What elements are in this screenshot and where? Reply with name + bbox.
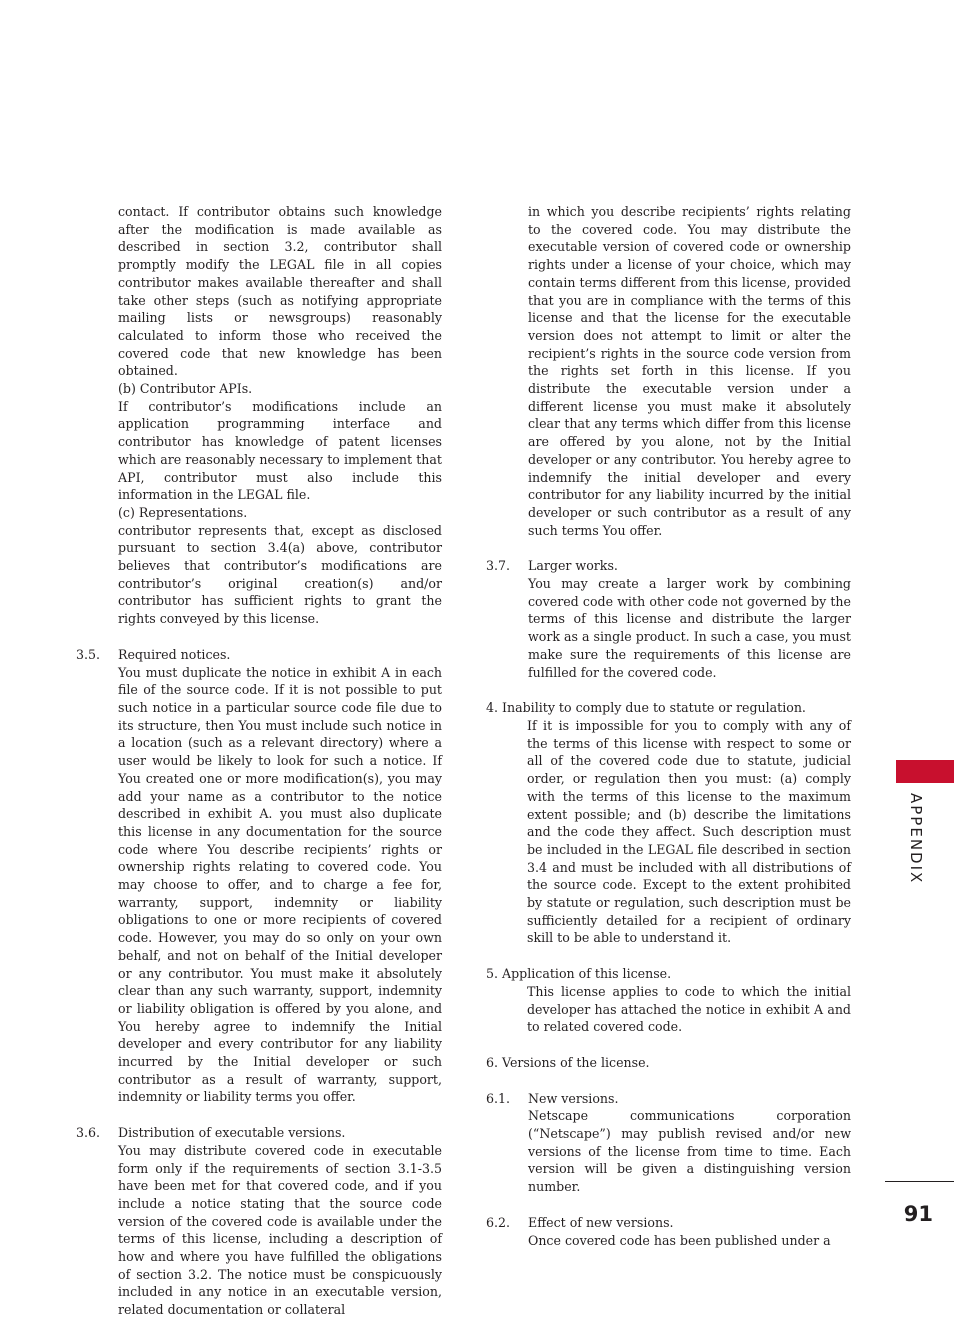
section-heading: Larger works.: [528, 558, 618, 574]
subheading-contributor-apis: (b) Contributor APIs.: [118, 381, 253, 397]
right-column: [486, 203, 851, 1249]
section-6: [486, 1054, 851, 1072]
section-number: 3.7.: [486, 558, 511, 574]
section-3-7: [486, 557, 851, 681]
section-body: Netscape communications corporation (“Netscape”) may publish revised and/or new versions of the license from time to time. Each version will be given a distinguishing version number.: [528, 1108, 851, 1195]
section-heading: 6. Versions of the license.: [486, 1054, 650, 1070]
intro-paragraph: contributor represents that, except as disclosed pursuant to section 3.4(a) above, contributor believes that contributor’s modifications are contributor’s original creation(s) and/or contributor has sufficient rights to grant the rights conveyed by this license.: [118, 522, 442, 627]
section-6-1: [486, 1090, 851, 1196]
section-body: This license applies to code to which the initial developer has attached the notice in exhibit A and to related covered code.: [527, 983, 851, 1035]
page-number: 91: [903, 1202, 933, 1226]
section-heading: 5. Application of this license.: [486, 966, 672, 982]
section-3-6-continued: [486, 203, 851, 539]
section-number: 3.5.: [76, 646, 101, 662]
section-number: 6.2.: [486, 1214, 511, 1230]
section-number: 3.6.: [76, 1125, 101, 1141]
section-6-2: [486, 1214, 851, 1249]
section-body: in which you describe recipients’ rights relating to the covered code. You may distribute the executable version of covered code or ownership rights under a license of your choice, which may contain terms different from this license, provided that you are in compliance with the terms of this license and that the license for the executable version does not attempt to limit or alter the recipient’s rights in the source code version from the rights set forth in this license. If you distribute the executable version under a different license you must make it absolutely clear that any terms which differ from this license are offered by you alone, not by the Initial developer or any contributor. You hereby agree to indemnify the initial developer and every contributor for any liability incurred by the initial developer or such contributor as a result of any such terms You offer.: [528, 204, 851, 538]
left-column: [76, 203, 442, 1319]
section-number: 6.1.: [486, 1090, 511, 1106]
intro-paragraph: If contributor’s modifications include an application programming interface and contributor has knowledge of patent licenses which are reasonably necessary to implement that API, contributor must also include this information in the LEGAL file.: [118, 398, 442, 503]
section-heading: Effect of new versions.: [528, 1214, 674, 1230]
section-body: You must duplicate the notice in exhibit A in each file of the source code. If it is not possible to put such notice in a particular source code file due to its structure, then You must include such notice in a location (such as a relevant directory) where a user would be likely to look for such a notice. If You created one or more modification(s), you may add your name as a contributor to the notice described in exhibit A. you must also duplicate this license in any documentation for the source code where You describe recipients’ rights or ownership rights relating to covered code. You may choose to offer, and to charge a fee for, warranty, support, indemnity or liability obligations to one or more recipients of covered code. However, you may do so only on your own behalf, and not on behalf of the Initial developer or any contributor. You must make it absolutely clear than any such warranty, support, indemnity or liability obligation is offered by you alone, and You hereby agree to indemnify the Initial developer and every contributor for any liability incurred by the Initial developer or such contributor as a result of warranty, support, indemnity or liability terms you offer.: [118, 664, 442, 1105]
intro-paragraph: contact. If contributor obtains such knowledge after the modification is made available as described in section 3.2, contributor shall promptly modify the LEGAL file in all copies contributor makes available thereafter and shall take other steps (such as notifying appropriate mailing lists or newsgroups) reasonably calculated to inform those who received the covered code that new knowledge has been obtained.: [118, 204, 442, 379]
intro-block: [76, 203, 442, 628]
section-heading: Required notices.: [118, 646, 231, 662]
section-body: You may create a larger work by combining covered code with other code not governed by the terms of this license and distribute the larger work as a single product. In such a case, you must make sure the requirements of this license are fulfilled for the covered code.: [528, 576, 851, 680]
section-body: Once covered code has been published under a: [528, 1232, 831, 1248]
footer-rule: [885, 1181, 954, 1182]
section-heading: 4. Inability to comply due to statute or regulation.: [486, 700, 806, 716]
appendix-label: APPENDIX: [907, 793, 925, 885]
section-5: [486, 965, 851, 1036]
subheading-representations: (c) Representations.: [118, 504, 248, 520]
appendix-tab: [896, 760, 954, 783]
section-body: If it is impossible for you to comply with any of the terms of this license with respect to some or all of the covered code due to statute, judicial order, or regulation then you must: (a) comply with the terms of this license to the maximum extent possible; and (b) describe the limitations and the code they affect. Such description must be included in the LEGAL file described in section 3.4 and must be included with all distributions of the source code. Except to the extent prohibited by statute or regulation, such description must be sufficiently detailed for a recipient of ordinary skill to be able to understand it.: [527, 717, 851, 946]
section-3-6: [76, 1124, 442, 1319]
section-3-5: [76, 646, 442, 1106]
section-heading: Distribution of executable versions.: [118, 1125, 346, 1141]
section-body: You may distribute covered code in executable form only if the requirements of section 3.1-3.5 have been met for that covered code, and if you include a notice stating that the source code version of the covered code is available under the terms of this license, including a description of how and where you have fulfilled the obligations of section 3.2. The notice must be conspicuously included in any notice in an executable version, related documentation or collateral: [118, 1142, 442, 1318]
section-heading: New versions.: [528, 1090, 619, 1106]
section-4: [486, 699, 851, 947]
